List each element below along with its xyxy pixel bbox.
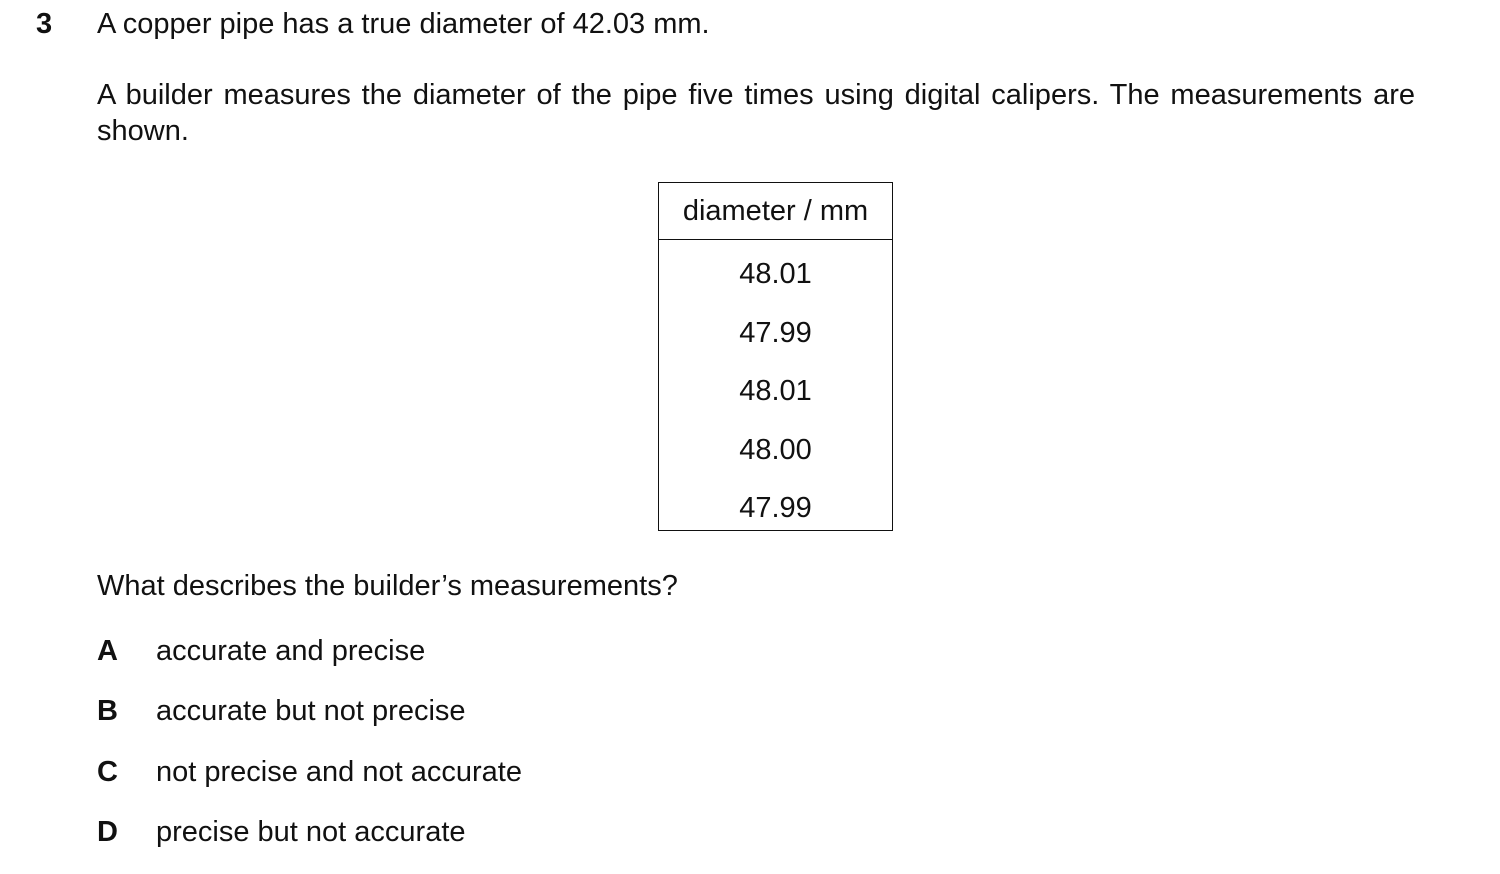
table-cell: 47.99	[739, 492, 812, 524]
table-header: diameter / mm	[659, 183, 892, 240]
option-letter: B	[97, 695, 118, 728]
question-intro: A builder measures the diameter of the pipe five times using digital calipers. The measurements are shown.	[97, 79, 1415, 147]
table-body	[659, 240, 892, 538]
measurements-table	[658, 182, 893, 531]
table-cell: 48.00	[739, 433, 812, 466]
option-a[interactable]	[97, 633, 522, 693]
option-text: accurate but not precise	[156, 695, 466, 728]
table-cell: 48.01	[739, 375, 812, 407]
option-text: not precise and not accurate	[156, 755, 522, 788]
question-prompt: What describes the builder’s measurements?	[97, 570, 678, 602]
option-letter: C	[97, 755, 118, 788]
option-c[interactable]	[97, 754, 522, 814]
option-text: precise but not accurate	[156, 815, 466, 848]
option-letter: D	[97, 815, 118, 848]
answer-options	[97, 633, 522, 874]
question-stem: A copper pipe has a true diameter of 42.03 mm.	[97, 8, 710, 40]
option-d[interactable]	[97, 814, 522, 874]
option-text: accurate and precise	[156, 635, 426, 667]
question-number: 3	[36, 8, 53, 40]
option-letter: A	[97, 635, 118, 667]
option-b[interactable]	[97, 693, 522, 753]
table-cell: 47.99	[739, 316, 812, 349]
table-cell: 48.01	[739, 258, 812, 290]
